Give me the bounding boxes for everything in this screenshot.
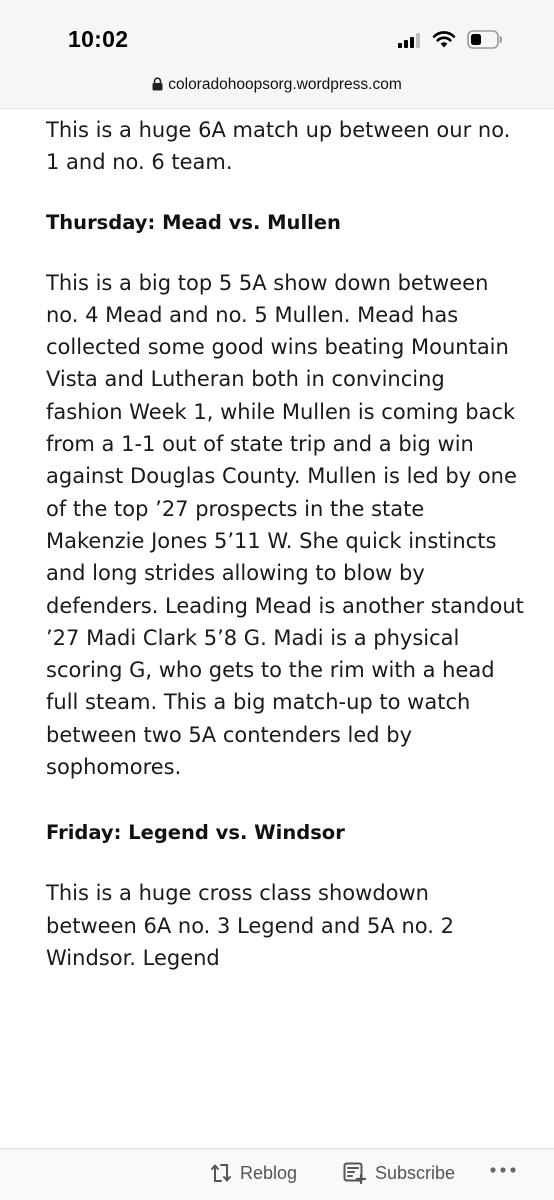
bottom-action-bar (0, 1148, 554, 1200)
wifi-icon (432, 30, 456, 48)
reblog-label: Reblog (240, 1163, 298, 1183)
battery-icon (467, 30, 503, 49)
subscribe-label: Subscribe (375, 1163, 456, 1183)
article-body (46, 114, 526, 974)
lock-icon (152, 77, 163, 91)
intro-paragraph: This is a huge 6A match up between our no. 1 and no. 6 team. (46, 118, 511, 175)
address-bar[interactable] (0, 76, 554, 100)
section-paragraph-friday: This is a huge cross class showdown between 6A no. 3 Legend and 5A no. 2 Windsor. Legend (46, 881, 454, 970)
url-text: coloradohoopsorg.wordpress.com (168, 76, 402, 93)
section-paragraph-thursday: This is a big top 5 5A show down between no. 4 Mead and no. 5 Mullen. Mead has collected some good wins beating Mountain Vista and Lutheran both in convincing fashion Week 1, while Mullen is coming back from a 1-1 out of state trip and a big win against Douglas County. Mullen is led by one of the top ’27 prospects in the state Makenzie Jones 5’11 W. She quick instincts and long strides allowing to blow by defenders. Leading Mead is another standout ’27 Madi Clark 5’8 G. Madi is a physical scoring G, who gets to the rim with a head full steam. This a big match-up to watch between two 5A contenders led by sophomores. (46, 270, 524, 780)
subscribe-button[interactable] (343, 1159, 455, 1187)
more-icon[interactable] (488, 1165, 518, 1175)
reblog-icon (210, 1162, 232, 1184)
cellular-signal-icon (398, 33, 420, 48)
status-time: 10:02 (68, 26, 129, 52)
reblog-button[interactable] (210, 1159, 297, 1187)
browser-top-bar (0, 0, 554, 109)
section-heading-friday: Friday: Legend vs. Windsor (46, 821, 345, 845)
subscribe-icon (343, 1162, 367, 1184)
section-heading-thursday: Thursday: Mead vs. Mullen (46, 210, 341, 234)
